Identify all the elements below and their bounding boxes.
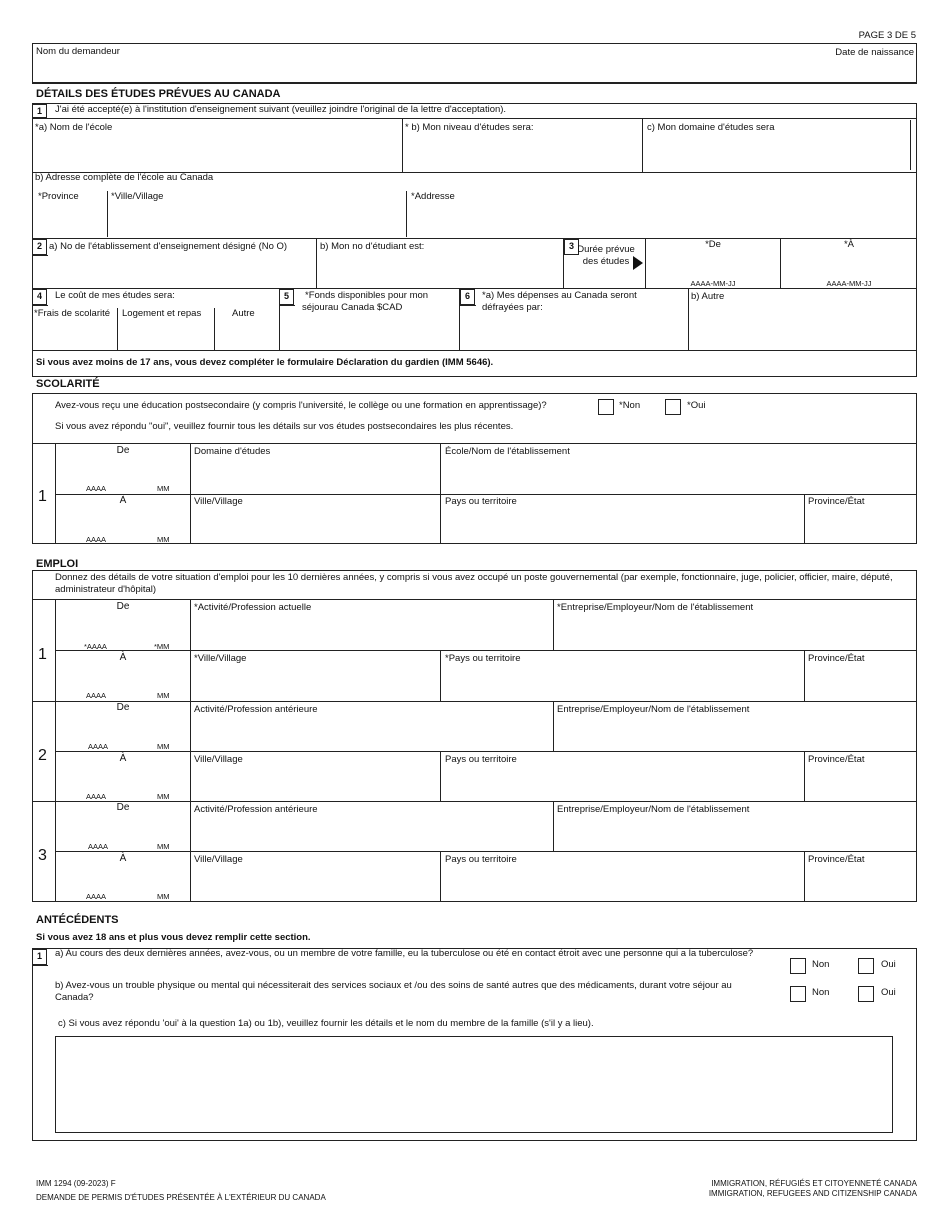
arrow-right-icon (633, 256, 643, 270)
tuition-label: *Frais de scolarité (34, 308, 111, 319)
expenses-paid-by-label: *a) Mes dépenses au Canada seront défrayées par: (482, 290, 637, 313)
month-hint: MM (157, 792, 170, 801)
department-name-fr: IMMIGRATION, RÉFUGIÉS ET CITOYENNETÉ CANADA (711, 1179, 917, 1188)
employment-3-to-field[interactable] (60, 866, 185, 890)
employment-2-country-field[interactable] (442, 767, 802, 799)
from-label: De (116, 702, 130, 713)
year-hint: AAAA (88, 842, 109, 851)
background-title: ANTÉCÉDENTS (36, 914, 119, 926)
date-format-hint: AAAA-MM-JJ (690, 279, 736, 288)
to-label: À (119, 652, 127, 663)
address-field[interactable] (408, 205, 915, 236)
from-label: De (116, 601, 130, 612)
city-field[interactable] (109, 205, 404, 236)
employment-1-city-field[interactable] (192, 667, 438, 699)
student-number-field[interactable] (318, 256, 561, 286)
employment-2-province-field[interactable] (806, 767, 915, 799)
month-hint: MM (157, 842, 170, 851)
year-hint: *AAAA (84, 642, 107, 651)
city-label: Ville/Village (194, 754, 243, 765)
question-a-yes-checkbox[interactable] (858, 958, 874, 974)
employment-1-to-field[interactable] (60, 665, 185, 689)
employment-3-city-field[interactable] (192, 867, 438, 900)
country-label: *Pays ou territoire (445, 653, 521, 664)
province-label: *Province (38, 191, 79, 202)
applicant-name-field[interactable] (33, 58, 633, 82)
employment-3-province-field[interactable] (806, 867, 915, 900)
employer-label: *Entreprise/Employeur/Nom de l'établissement (557, 602, 754, 613)
province-field[interactable] (34, 205, 105, 236)
employment-1-province-field[interactable] (806, 667, 915, 699)
form-title: DEMANDE DE PERMIS D'ÉTUDES PRÉSENTÉE À L'EXTÉRIEUR DU CANADA (36, 1193, 326, 1202)
no-label: Non (812, 959, 830, 970)
employment-1-country-field[interactable] (442, 667, 802, 699)
year-hint: AAAA (88, 742, 109, 751)
employment-instructions: Donnez des détails de votre situation d'emploi pour les 10 dernières années, y compris si vous avez occupé un poste gouvernemental (par exemple, fonctionnaire, juge, policier, officier, maire, député, administrateur d'hôpital) (55, 572, 893, 595)
education-province-input[interactable] (806, 510, 915, 542)
study-level-field[interactable] (404, 136, 640, 170)
room-board-label: Logement et repas (122, 308, 202, 319)
other-payer-field[interactable] (690, 305, 915, 348)
education-country-label: Pays ou territoire (445, 496, 517, 507)
room-board-field[interactable] (119, 322, 213, 348)
employer-label: Entreprise/Employeur/Nom de l'établissement (557, 804, 750, 815)
month-hint: MM (157, 742, 170, 751)
yes-label: Oui (881, 987, 896, 998)
employment-1-activity-field[interactable] (192, 616, 551, 648)
employment-2-employer-field[interactable] (555, 717, 915, 749)
background-details-textarea[interactable] (55, 1036, 893, 1133)
question-b-yes-checkbox[interactable] (858, 986, 874, 1002)
study-details-title: DÉTAILS DES ÉTUDES PRÉVUES AU CANADA (36, 88, 281, 100)
postsecondary-yes-checkbox[interactable] (665, 399, 681, 415)
question-number: 1 (32, 104, 47, 118)
question-number: 1 (32, 949, 47, 965)
to-label: À (119, 853, 127, 864)
tuition-field[interactable] (34, 322, 116, 348)
other-payer-label: b) Autre (691, 291, 725, 302)
province-label: Province/État (808, 854, 865, 865)
expenses-paid-by-select[interactable] (477, 318, 686, 348)
row-number: 3 (38, 847, 47, 864)
school-address-label: b) Adresse complète de l'école au Canada (35, 172, 214, 183)
study-duration-label: Durée prévue des études (577, 244, 635, 267)
education-title: SCOLARITÉ (36, 378, 100, 390)
postsecondary-no-checkbox[interactable] (598, 399, 614, 415)
year-hint: AAAA (86, 484, 107, 493)
duration-to-field[interactable] (782, 253, 915, 277)
education-to-date-field[interactable] (60, 509, 185, 533)
address-label: *Addresse (411, 191, 455, 202)
background-question-c: c) Si vous avez répondu 'oui' à la question 1a) ou 1b), veuillez fournir les détails et le nom du membre de la famille (s'il y a lieu). (58, 1018, 594, 1029)
date-of-birth-label: Date de naissance (835, 47, 914, 58)
employer-label: Entreprise/Employeur/Nom de l'établissement (557, 704, 750, 715)
department-name-en: IMMIGRATION, REFUGEES AND CITIZENSHIP CANADA (708, 1189, 917, 1198)
no-label: Non (812, 987, 830, 998)
activity-label: *Activité/Profession actuelle (194, 602, 312, 613)
funds-available-label: *Fonds disponibles pour mon séjourau Canada $CAD (302, 290, 429, 313)
study-level-label: * b) Mon niveau d'études sera: (405, 122, 534, 133)
q1-text: J'ai été accepté(e) à l'institution d'enseignement suivant (veuillez joindre l'original de la lettre d'acceptation). (55, 104, 507, 115)
question-number: 5 (279, 289, 294, 305)
month-hint: MM (157, 484, 170, 493)
education-city-input[interactable] (192, 510, 438, 542)
employment-3-activity-field[interactable] (192, 817, 551, 849)
yes-label: *Oui (687, 400, 706, 411)
employment-1-employer-field[interactable] (555, 616, 915, 648)
employment-title: EMPLOI (36, 558, 79, 570)
province-label: Province/État (808, 754, 865, 765)
education-country-input[interactable] (442, 510, 802, 542)
under-17-note: Si vous avez moins de 17 ans, vous devez compléter le formulaire Déclaration du gardien (IMM 5646). (36, 357, 494, 368)
month-hint: MM (157, 691, 170, 700)
country-label: Pays ou territoire (445, 854, 517, 865)
employment-3-from-field[interactable] (60, 815, 185, 839)
country-label: Pays ou territoire (445, 754, 517, 765)
year-hint: AAAA (86, 892, 107, 901)
applicant-name-label: Nom du demandeur (36, 46, 120, 57)
employment-2-city-field[interactable] (192, 767, 438, 799)
education-city-label: Ville/Village (194, 496, 243, 507)
to-date-label: *À (843, 239, 855, 250)
dli-number-field[interactable] (50, 256, 314, 286)
yes-label: Oui (881, 959, 896, 970)
background-question-a: a) Au cours des deux dernières années, avez-vous, ou un membre de votre famille, eu la tuberculose ou été en contact étroit avec une personne qui a la tuberculose? (55, 948, 754, 959)
year-hint: AAAA (86, 792, 107, 801)
to-label: À (119, 495, 127, 506)
education-field-label: Domaine d'études (194, 446, 271, 457)
question-a-no-checkbox[interactable] (790, 958, 806, 974)
question-number: 3 (564, 239, 579, 255)
school-name-label: *a) Nom de l'école (35, 122, 113, 133)
year-hint: AAAA (86, 535, 107, 544)
education-from-date-field[interactable] (60, 458, 185, 482)
question-number: 6 (460, 289, 475, 305)
from-label: De (116, 445, 130, 456)
year-hint: AAAA (86, 691, 107, 700)
question-number: 2 (32, 239, 47, 255)
postsecondary-instructions: Si vous avez répondu "oui", veuillez fournir tous les détails sur vos études postsecondaires les plus récentes. (55, 421, 514, 432)
activity-label: Activité/Profession antérieure (194, 804, 318, 815)
other-cost-label: Autre (232, 308, 255, 319)
employment-2-activity-field[interactable] (192, 717, 551, 749)
month-hint: *MM (154, 642, 170, 651)
question-b-no-checkbox[interactable] (790, 986, 806, 1002)
employment-2-from-field[interactable] (60, 715, 185, 739)
field-of-study-field[interactable] (644, 136, 908, 170)
background-question-b: b) Avez-vous un trouble physique ou mental qui nécessiterait des services sociaux et /ou des soins de santé autres que des médicaments, durant votre séjour au Canada? (55, 980, 732, 1003)
education-field-input[interactable] (192, 460, 438, 492)
field-of-study-label: c) Mon domaine d'études sera (647, 122, 775, 133)
activity-label: Activité/Profession antérieure (194, 704, 318, 715)
study-cost-label: Le coût de mes études sera: (55, 290, 175, 301)
school-name-field[interactable] (34, 136, 400, 170)
postsecondary-question: Avez-vous reçu une éducation postsecondaire (y compris l'université, le collège ou une formation en apprentissage)? (55, 400, 547, 411)
row-number: 1 (38, 488, 47, 505)
student-number-label: b) Mon no d'étudiant est: (320, 241, 425, 252)
question-number: 4 (32, 289, 47, 305)
from-date-label: *De (705, 239, 721, 250)
from-label: De (116, 802, 130, 813)
city-label: Ville/Village (194, 854, 243, 865)
education-province-label: Province/État (808, 496, 865, 507)
month-hint: MM (157, 892, 170, 901)
background-age-note: Si vous avez 18 ans et plus vous devez remplir cette section. (36, 932, 311, 943)
province-label: Province/État (808, 653, 865, 664)
date-format-hint: AAAA-MM-JJ (826, 279, 872, 288)
form-id: IMM 1294 (09-2023) F (36, 1179, 116, 1188)
to-label: À (119, 753, 127, 764)
city-label: *Ville/Village (194, 653, 247, 664)
employment-1-from-field[interactable] (60, 614, 185, 638)
funds-available-field[interactable] (296, 318, 457, 348)
other-cost-field[interactable] (216, 322, 278, 348)
employment-3-employer-field[interactable] (555, 817, 915, 849)
no-label: *Non (619, 400, 641, 411)
education-school-input[interactable] (442, 460, 915, 492)
education-school-label: École/Nom de l'établissement (445, 446, 570, 457)
employment-3-country-field[interactable] (442, 867, 802, 900)
city-label: *Ville/Village (111, 191, 164, 202)
month-hint: MM (157, 535, 170, 544)
date-of-birth-field[interactable] (700, 60, 914, 82)
row-number: 1 (38, 646, 47, 663)
row-number: 2 (38, 747, 47, 764)
employment-2-to-field[interactable] (60, 766, 185, 790)
duration-from-field[interactable] (647, 253, 778, 277)
page-number: PAGE 3 DE 5 (858, 30, 916, 41)
dli-number-label: a) No de l'établissement d'enseignement désigné (No O) (49, 241, 288, 252)
